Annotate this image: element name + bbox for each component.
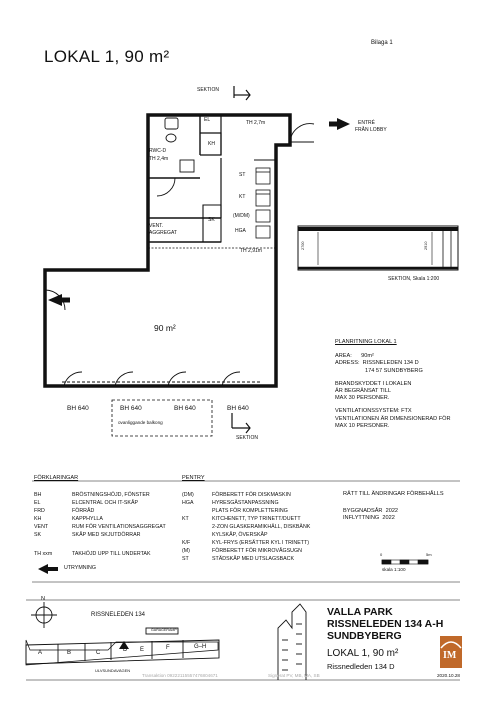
- section-dim-left: 2700: [301, 241, 305, 250]
- pentry-list: (DM) FÖRBERETT FÖR DISKMASKIN HGA HYRESGÄSTANPASSNING PLATS FÖR KOMPLETTERING KT KITCHENETT, TYP TRINETT/DUETT 2-ZON GLASKERAMIKHÄLL, DISKBÄNK KYLSKÅP, ÖVERSKÅP K/F KYL-FRYS (ERSÄTTER KYL I TRINETT) (M) FÖRBERETT FÖR MIKROVÅGSUGN ST STÄDSKÅP MED UTSLAGSBACK: [182, 492, 311, 562]
- vent-label-1: VENT.: [149, 223, 164, 229]
- mdm-label: (M/DM): [233, 213, 250, 219]
- info-block: [335, 339, 451, 430]
- kh-label: KH: [208, 141, 215, 147]
- bh-label-3: BH 640: [174, 405, 196, 412]
- scale-label: skala 1:100: [382, 567, 406, 572]
- titleblock-lokal: LOKAL 1, 90 m²: [327, 648, 399, 659]
- vent-line-2: VENTILATIONEN ÄR DIMENSIONERAD FÖR: [335, 415, 451, 422]
- fire-line-2: ÄR BEGRÄNSAT TILL: [335, 388, 391, 395]
- footer-transaction: Transaktion 09222115557476804671: [142, 673, 218, 678]
- th291-label: TH 2,91m: [240, 248, 262, 254]
- block-a: A: [38, 650, 43, 656]
- bh-label-2: BH 640: [120, 405, 142, 412]
- block-c: C: [96, 650, 101, 656]
- section-marker-bottom: [232, 413, 250, 433]
- windows: [62, 372, 262, 386]
- th24-label: TH 2,4m: [149, 156, 169, 162]
- kt-label: KT: [239, 194, 246, 200]
- section-dim-right: 2910: [424, 241, 428, 250]
- titleblock-date: 2020.10.28: [437, 673, 460, 678]
- balkong-label: ovanliggande balkong: [118, 420, 163, 425]
- street-label: RISSNELEDEN 134: [91, 612, 146, 618]
- info-heading: PLANRITNING LOKAL 1: [335, 339, 397, 345]
- legend-exit-arrow-icon: [38, 564, 58, 574]
- titleblock-names: [327, 606, 443, 642]
- sektion-bottom-label: SEKTION: [236, 435, 258, 441]
- vent-line-1: VENTILATIONSSYSTEM: FTX: [335, 408, 412, 415]
- area-value: 90m²: [361, 353, 374, 360]
- th27-label: TH 2,7m: [246, 120, 266, 126]
- building-icon: [278, 604, 306, 680]
- sk-label: SK: [208, 217, 215, 223]
- area-key: AREA:: [335, 353, 352, 360]
- exit-arrow-icon: [48, 294, 70, 306]
- el-label: EL: [204, 117, 211, 123]
- titleblock-address: Rissnedleden 134 D: [327, 662, 395, 671]
- block-e: E: [140, 647, 145, 653]
- area-label: 90 m²: [154, 323, 176, 333]
- entre-label-2: FRÅN LOBBY: [355, 127, 387, 133]
- sektion-top-label: SEKTION: [197, 87, 219, 93]
- page-title: LOKAL 1, 90 m²: [44, 47, 170, 66]
- block-d: D: [123, 647, 128, 653]
- legend-list: BH BRÖSTNINGSHÖJD, FÖNSTER EL ELCENTRAL OCH IT-SKÅP FRD FÖRRÅD KH KAPPHYLLA VENT RUM FÖR VENTILATIONSAGGREGAT SK SKÅP MED SKJUTDÖRRAR: [34, 492, 166, 538]
- road-label: ULVSUNDAVÄGEN: [95, 668, 131, 673]
- rights-note: RÄTT TILL ÄNDRINGAR FÖRBEHÅLLS: [343, 491, 444, 497]
- north-label: N: [41, 596, 45, 602]
- logo-text: IM: [443, 650, 457, 661]
- bh-label-1: BH 640: [67, 405, 89, 412]
- titleblock-line-3: SUNDBYBERG: [327, 630, 402, 642]
- fire-line-3: MAX 30 PERSONER.: [335, 395, 390, 402]
- pentry-heading: PENTRY: [182, 475, 205, 481]
- block-gh: G–H: [194, 644, 207, 650]
- scale-start: 0: [380, 552, 383, 557]
- inflyttning-row: INFLYTTNING 2022: [343, 515, 395, 521]
- bilaga-label: Bilaga 1: [371, 40, 393, 46]
- section-marker-top: [234, 86, 250, 100]
- pentry-cabinets: [256, 168, 270, 238]
- vent-line-3: MAX 10 PERSONER.: [335, 422, 390, 429]
- footer-signed: Signerat PV, MB, MA, SB: [268, 673, 320, 678]
- titleblock-line-1: VALLA PARK: [327, 606, 393, 618]
- rwc-label: RWC-D: [149, 148, 167, 154]
- vent-label-2: AGGREGAT: [149, 230, 177, 236]
- adress-line-1: RISSNELEDEN 134 D: [362, 360, 419, 367]
- scale-bar: [382, 560, 428, 564]
- entrance-door: [290, 115, 314, 142]
- section-caption: SEKTION, Skala 1:200: [388, 276, 440, 282]
- adress-line-2: 174 57 SUNDBYBERG: [365, 367, 423, 374]
- fire-line-1: BRANDSKYDDET I LOKALEN: [335, 380, 412, 387]
- hga-label: HGA: [235, 228, 246, 234]
- adress-key: ADRESS:: [335, 360, 360, 367]
- bh-label-4: BH 640: [227, 405, 249, 412]
- block-b: B: [67, 650, 72, 656]
- entre-label-1: ENTRÉ: [358, 120, 375, 126]
- byggnadsar-row: BYGGNADSÅR 2022: [343, 508, 399, 514]
- scale-end: 5m: [426, 552, 432, 557]
- titleblock-line-2: RISSNELEDEN 134 A-H: [327, 618, 444, 630]
- garage-label: GARAGERAMP: [151, 628, 177, 632]
- block-f: F: [166, 645, 170, 651]
- legend-exit-label: UTRYMNING: [64, 565, 96, 571]
- st-label: ST: [239, 172, 246, 178]
- section-view: [298, 226, 458, 270]
- entry-arrow-icon: [329, 118, 350, 130]
- legend-heading: FÖRKLARINGAR: [34, 475, 79, 481]
